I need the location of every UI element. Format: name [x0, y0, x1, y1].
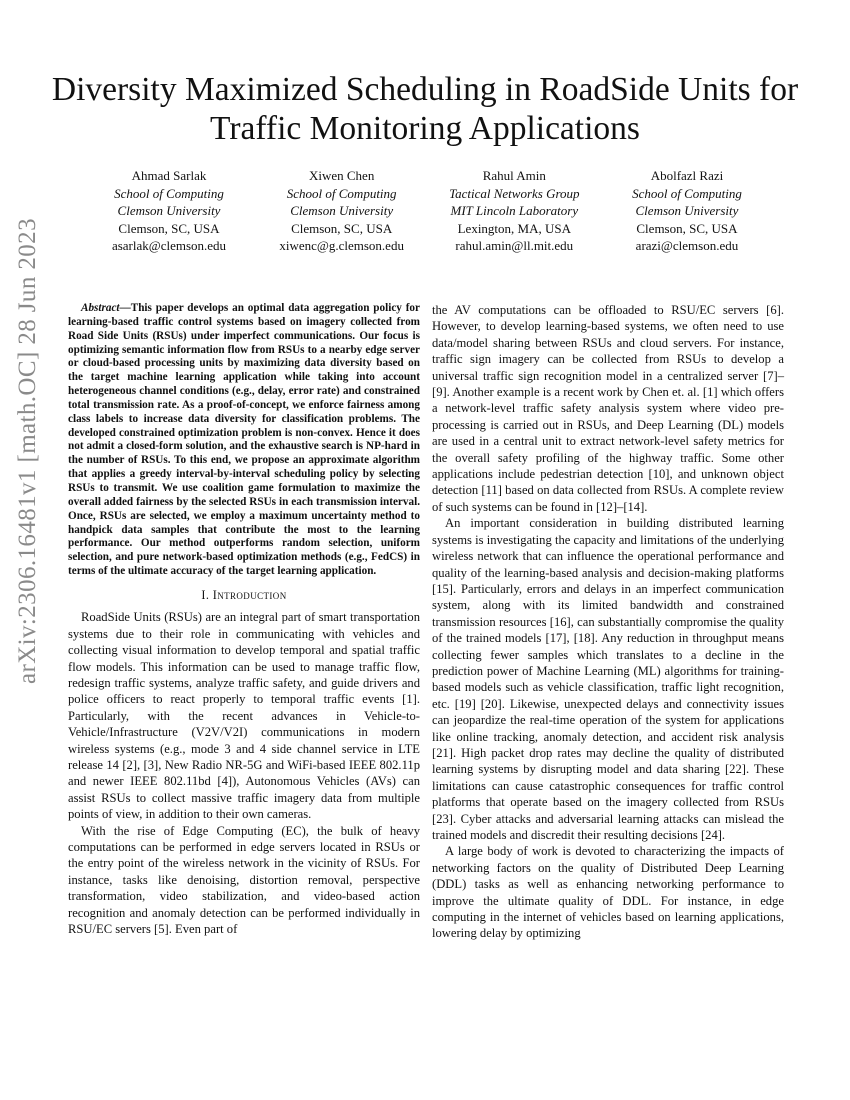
right-column [432, 302, 784, 942]
abstract [68, 302, 420, 579]
author-block [83, 167, 773, 255]
author-email: asarlak@clemson.edu [111, 238, 227, 254]
section-heading [68, 587, 420, 603]
author-dept: Tactical Networks Group [449, 185, 580, 201]
author-4 [601, 167, 773, 255]
author-location: Lexington, MA, USA [457, 220, 571, 236]
author-org: Clemson University [117, 203, 221, 219]
intro-paragraph-5: A large body of work is devoted to characterizing the impacts of networking factors on the quality of Distributed Deep Learning (DDL) tasks as well as enhancing networking performance to improve the ultimate quality of DDL. For instance, in edge computing in the internet of vehicles based on learning applications, lowering delay by optimizing [432, 844, 784, 941]
intro-paragraph-3: the AV computations can be offloaded to RSU/EC servers [6]. However, to develop learning-based systems, we often need to use data/model sharing between RSUs and cloud servers. For instance, traffic sign imagery can be collected from RSUs to develop a universal traffic sign recognition model in a centralized server [7]–[9]. Another example is a recent work by Chen et. al. [1] which offers a network-level traffic safety analysis system where video pre-processing is carried out in RSUs, and Deep Learning (DL) models are used in a central unit to extract network-level safety metrics for the overall safety profiling of the highway traffic. Some other applications include pedestrian detection [10], and unknown object detection [11] based on data collected from RSUs. A complete review of such systems can be found in [12]–[14]. [432, 303, 784, 514]
author-org: Clemson University [635, 203, 739, 219]
author-location: Clemson, SC, USA [118, 220, 220, 236]
author-name: Xiwen Chen [308, 168, 375, 183]
author-location: Clemson, SC, USA [636, 220, 738, 236]
author-3 [428, 167, 600, 255]
left-column [68, 302, 420, 937]
author-name: Abolfazl Razi [650, 168, 724, 183]
author-email: arazi@clemson.edu [635, 238, 739, 254]
intro-paragraph-4: An important consideration in building distributed learning systems is investigating the capacity and limitations of the underlying wireless network that can influence the operational performance and quality of the learning-based analysis and decision-making platforms [15]. Particularly, errors and delays in an imperfect communication system, along with its limited bandwidth and constrained transmission resources [16], can substantially compromise the quality of the trained models [17], [18]. Any reduction in throughput means collecting fewer samples which translates to a decline in the prediction power of Machine Learning (ML) algorithms for training-based models such as vehicle classification, traffic light recognition, etc. [19] [20]. Likewise, unexpected delays and connectivity issues can jeopardize the real-time operation of the system for applications like online tracking, anomaly detection, and accident risk analysis [21]. High packet drop rates may decline the quality of distributed learning systems by disrupting model and data sharing [22]. These limitations can cause catastrophic consequences for traffic control platforms that operate based on the imagery collected from RSUs [23]. Cyber attacks and adversarial learning attacks can mislead the trained models and discredit their resulting decisions [24]. [432, 516, 784, 842]
author-1 [83, 167, 255, 255]
author-dept: School of Computing [114, 185, 224, 201]
abstract-text: —This paper develops an optimal data aggregation policy for learning-based traffic control systems based on imagery collected from Road Side Units (RSUs) under imperfect communications. Our focus is optimizing semantic information flow from RSUs to a nearby edge server or cloud-based processing units by maximizing data diversity based on the target machine learning application while taking into account heterogeneous channel conditions (e.g., delay, error rate) and constrained total transmission rate. As a proof-of-concept, we enforce fairness among class labels to increase data diversity for classification problems. The developed constrained optimization problem is non-convex. Hence it does not admit a closed-form solution, and the exhaustive search is NP-hard in the number of RSUs. To this end, we propose an approximate algorithm that applies a greedy interval-by-interval scheduling policy by selecting RSUs to transmit. We use coalition game formulation to maximize the overall added fairness by the selected RSUs in each transmission interval. Once, RSUs are selected, we employ a maximum uncertainty method to handpick data samples that contribute the most to the learning performance. Our method outperforms random selection, uniform selection, and pure network-based optimization methods (e.g., FedCS) in terms of the ultimate accuracy of the target learning application. [68, 302, 420, 578]
author-dept: School of Computing [286, 185, 397, 201]
author-email: xiwenc@g.clemson.edu [279, 238, 404, 254]
intro-paragraph-2: With the rise of Edge Computing (EC), the bulk of heavy computations can be performed in edge servers located in RSUs or the entry point of the wireless network in the vicinity of RSUs. For instance, tasks like denoising, distortion removal, perspective transformation, video stabilization, and video-based action recognition and anomaly detection can be performed individually in RSU/EC servers [5]. Even part of [68, 823, 420, 936]
arxiv-identifier: arXiv:2306.16481v1 [math.OC] 28 Jun 2023 [14, 218, 41, 684]
author-location: Clemson, SC, USA [291, 220, 393, 236]
section-title: Introduction [212, 587, 287, 602]
author-org: Clemson University [290, 203, 394, 219]
author-dept: School of Computing [632, 185, 742, 201]
author-2 [256, 167, 428, 255]
author-name: Rahul Amin [482, 168, 546, 183]
author-name: Ahmad Sarlak [131, 168, 207, 183]
author-org: MIT Lincoln Laboratory [450, 203, 579, 219]
section-number: I. [201, 587, 210, 602]
paper-title: Diversity Maximized Scheduling in RoadSide Units for Traffic Monitoring Applications [51, 71, 799, 147]
abstract-label: Abstract [81, 302, 120, 314]
author-email: rahul.amin@ll.mit.edu [455, 238, 574, 254]
intro-paragraph-1: RoadSide Units (RSUs) are an integral part of smart transportation systems due to their role in communicating with vehicles and collecting visual information to develop temporal and spatial traffic flow models. This information can be used to manage traffic flow, redesign traffic systems, analyze traffic safety, and guide drivers and police officers to react properly to temporal traffic events [1]. Particularly, with the recent advances in Vehicle-to-Vehicle/Infrastructure (V2V/V2I) communications in modern wireless systems (e.g., mode 3 and 4 side channel service in LTE release 14 [2], [3], New Radio NR-5G and WiFi-based IEEE 802.11p and newer IEEE 802.11bd [4]), Autonomous Vehicles (AVs) can assist RSUs to collect massive traffic imagery data from multiple points of view, in addition to their own cameras. [68, 610, 420, 822]
